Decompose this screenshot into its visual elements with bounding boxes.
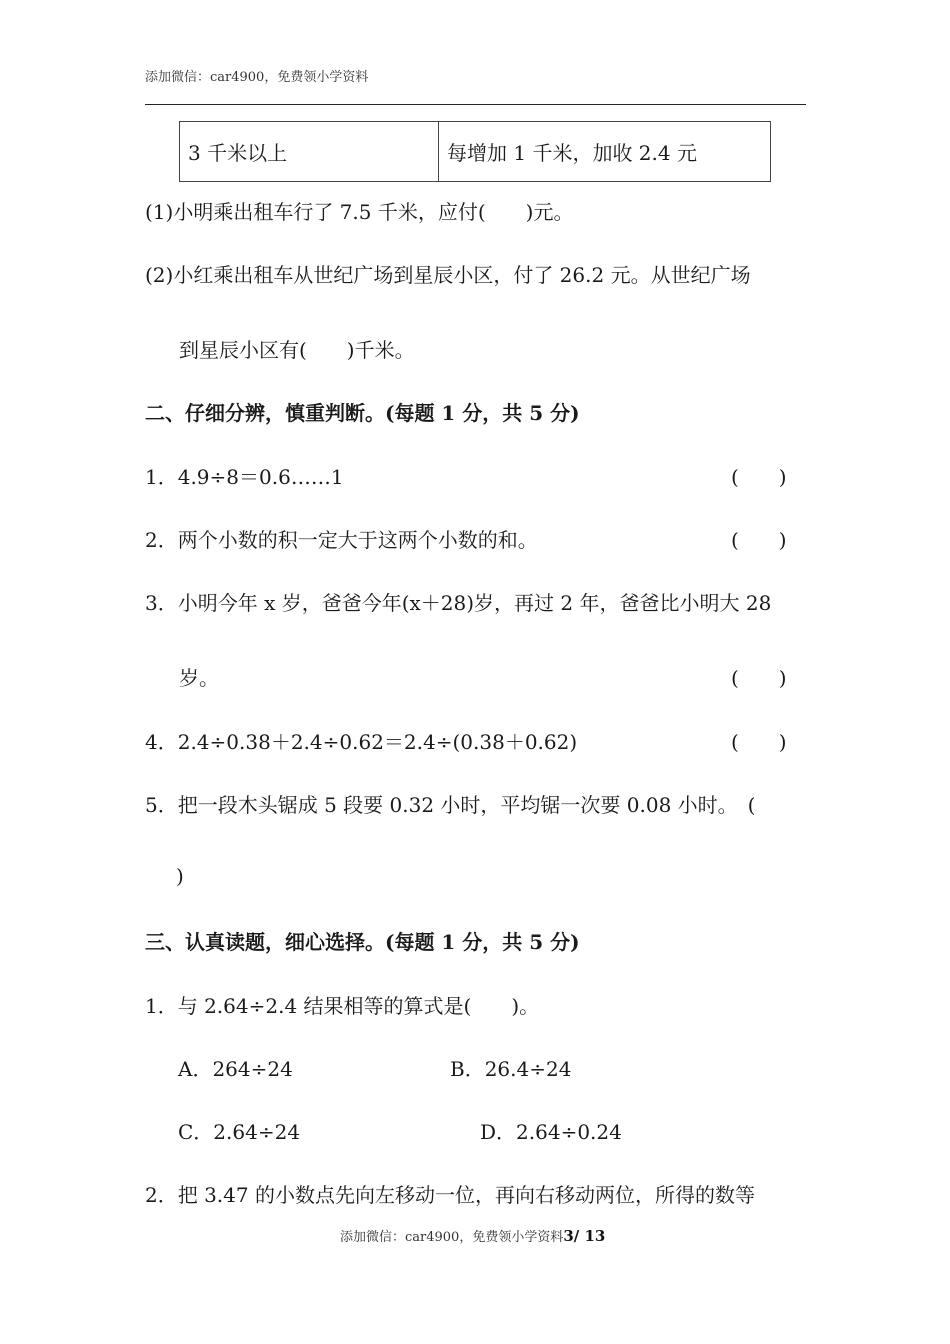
answer-paren-1: ( ) xyxy=(731,465,787,489)
header-rule xyxy=(145,104,806,105)
option-c: C．2.64÷24 xyxy=(178,1120,301,1144)
judge-item-2: 2．两个小数的积一定大于这两个小数的和。 xyxy=(145,528,538,552)
question-1-2-line2: 到星辰小区有( )千米。 xyxy=(179,338,415,362)
answer-paren-4: ( ) xyxy=(731,730,787,754)
judge-item-5-line2: ) xyxy=(176,864,184,888)
page-number: 3/ 13 xyxy=(563,1227,606,1245)
judge-item-1: 1．4.9÷8＝0.6……1 xyxy=(145,465,344,489)
option-b: B．26.4÷24 xyxy=(450,1057,572,1081)
option-d: D．2.64÷0.24 xyxy=(480,1120,622,1144)
section-3-title: 三、认真读题，细心选择。(每题 1 分，共 5 分) xyxy=(145,930,580,954)
fare-rule-cell: 每增加 1 千米，加收 2.4 元 xyxy=(439,122,771,182)
page-footer xyxy=(340,1226,605,1245)
answer-paren-3: ( ) xyxy=(731,666,787,690)
answer-paren-2: ( ) xyxy=(731,528,787,552)
option-a: A．264÷24 xyxy=(178,1057,293,1081)
fare-range-cell: 3 千米以上 xyxy=(180,122,439,182)
table-row xyxy=(180,122,771,182)
question-1-1: (1)小明乘出租车行了 7.5 千米，应付( )元。 xyxy=(145,200,574,224)
choice-question-2: 2．把 3.47 的小数点先向左移动一位，再向右移动两位，所得的数等 xyxy=(145,1183,755,1207)
judge-item-5-line1: 5．把一段木头锯成 5 段要 0.32 小时，平均锯一次要 0.08 小时。 ( xyxy=(145,793,756,817)
question-1-2-line1: (2)小红乘出租车从世纪广场到星辰小区，付了 26.2 元。从世纪广场 xyxy=(145,263,751,287)
choice-question-1: 1．与 2.64÷2.4 结果相等的算式是( )。 xyxy=(145,994,540,1018)
section-2-title: 二、仔细分辨，慎重判断。(每题 1 分，共 5 分) xyxy=(145,401,580,425)
judge-item-4: 4．2.4÷0.38＋2.4÷0.62＝2.4÷(0.38＋0.62) xyxy=(145,730,578,754)
judge-item-3-line1: 3．小明今年 x 岁，爸爸今年(x＋28)岁，再过 2 年，爸爸比小明大 28 xyxy=(145,591,772,615)
page-header: 添加微信：car4900，免费领小学资料 xyxy=(145,70,369,85)
judge-item-3-line2: 岁。 xyxy=(179,666,219,690)
footer-text: 添加微信：car4900，免费领小学资料 xyxy=(340,1230,564,1245)
fare-table xyxy=(179,121,771,182)
